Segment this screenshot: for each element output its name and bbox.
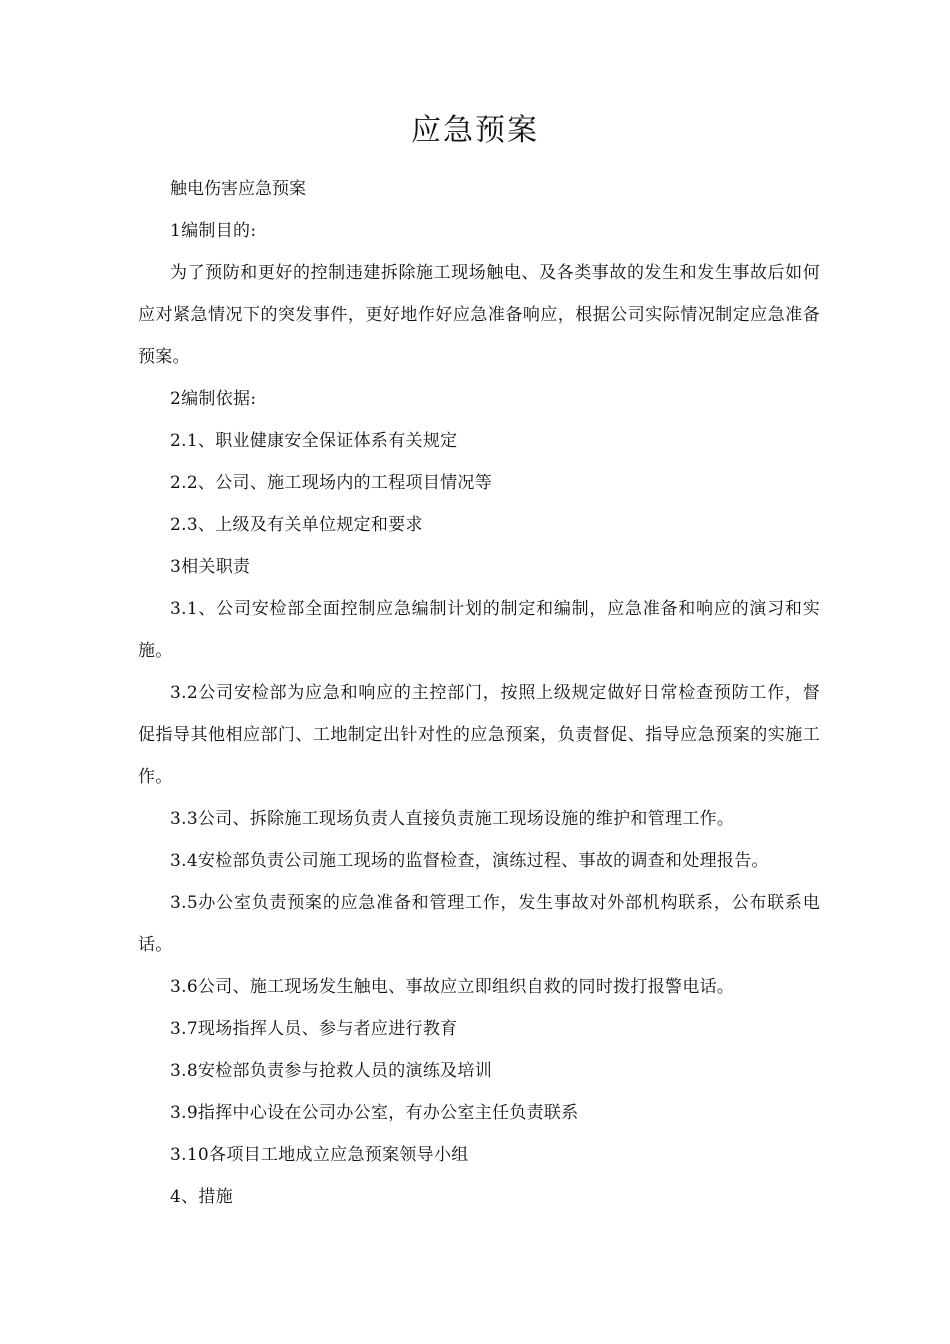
paragraph-measures-heading: 4、措施 <box>170 1187 234 1207</box>
paragraph-basis-2-3: 2.3、上级及有关单位规定和要求 <box>170 515 423 535</box>
paragraph-duty-3-6: 3.6公司、施工现场发生触电、事故应立即组织自救的同时拨打报警电话。 <box>170 977 735 997</box>
paragraph-duty-3-7: 3.7现场指挥人员、参与者应进行教育 <box>170 1019 458 1039</box>
paragraph-duty-3-5: 3.5办公室负责预案的应急准备和管理工作，发生事故对外部机构联系，公布联系电话。 <box>138 893 820 955</box>
paragraph-duty-3-2: 3.2公司安检部为应急和响应的主控部门，按照上级规定做好日常检查预防工作，督促指导其他相应部门、工地制定出针对性的应急预案，负责督促、指导应急预案的实施工作。 <box>138 683 820 787</box>
paragraph-duty-3-8: 3.8安检部负责参与抢救人员的演练及培训 <box>170 1061 493 1081</box>
document-body <box>138 168 820 1218</box>
paragraph-basis-2-2: 2.2、公司、施工现场内的工程项目情况等 <box>170 473 493 493</box>
paragraph-basis-heading: 2编制依据: <box>170 389 257 409</box>
paragraph-purpose-body: 为了预防和更好的控制违建拆除施工现场触电、及各类事故的发生和发生事故后如何应对紧急情况下的突发事件，更好地作好应急准备响应，根据公司实际情况制定应急准备预案。 <box>138 263 820 367</box>
paragraph-basis-2-1: 2.1、职业健康安全保证体系有关规定 <box>170 431 458 451</box>
paragraph-duty-3-1: 3.1、公司安检部全面控制应急编制计划的制定和编制，应急准备和响应的演习和实施。 <box>138 599 820 661</box>
paragraph-duty-3-9: 3.9指挥中心设在公司办公室，有办公室主任负责联系 <box>170 1103 579 1123</box>
document-title: 应急预案 <box>411 113 539 148</box>
paragraph-purpose-heading: 1编制目的: <box>170 221 257 241</box>
paragraph-duty-3-4: 3.4安检部负责公司施工现场的监督检查，演练过程、事故的调查和处理报告。 <box>170 851 769 871</box>
section-heading: 触电伤害应急预案 <box>170 179 306 199</box>
paragraph-duty-3-10: 3.10各项目工地成立应急预案领导小组 <box>170 1145 469 1165</box>
paragraph-duties-heading: 3相关职责 <box>170 557 251 577</box>
paragraph-duty-3-3: 3.3公司、拆除施工现场负责人直接负责施工现场设施的维护和管理工作。 <box>170 809 735 829</box>
